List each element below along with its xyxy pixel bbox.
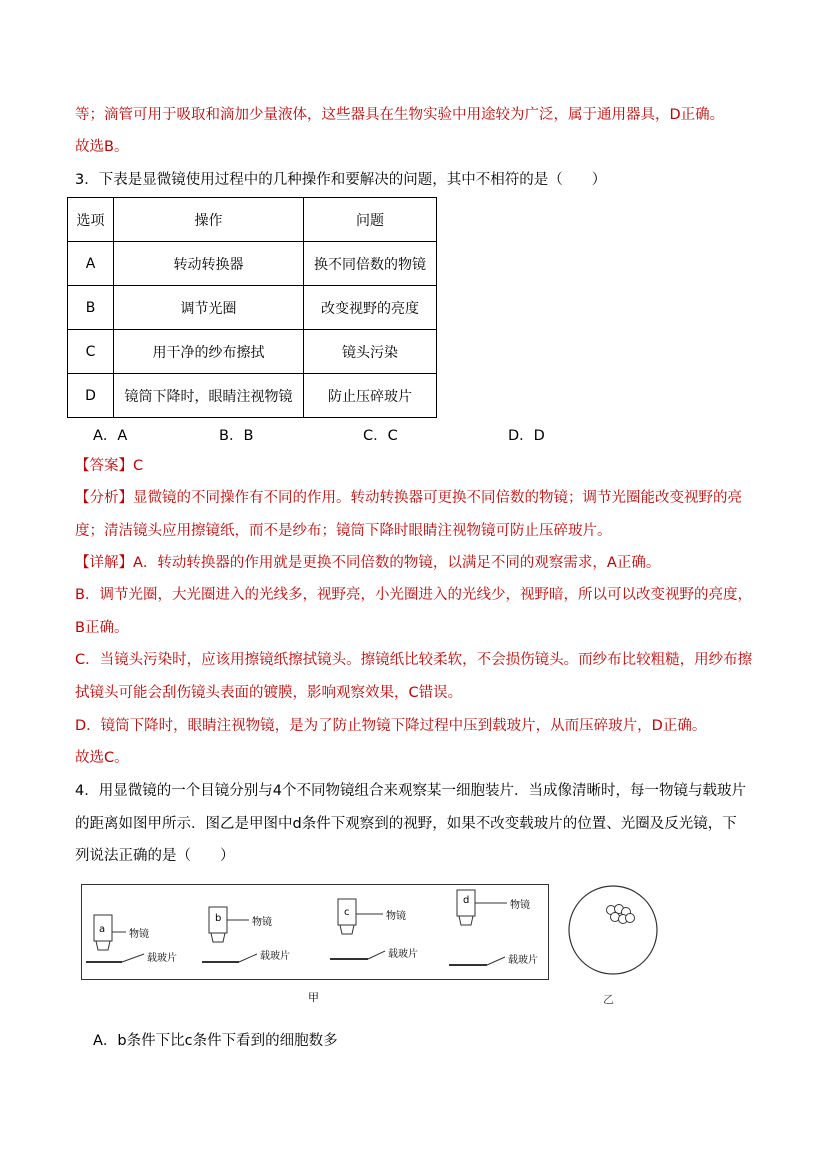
- objective-label-b: 物镜: [252, 917, 272, 928]
- option-b: B．B: [219, 428, 254, 444]
- objective-a-tip: [96, 941, 110, 950]
- slide-label-a: 载玻片: [147, 953, 177, 964]
- table-cell: 换不同倍数的物镜: [304, 242, 437, 286]
- q4-stem-line2: 的距离如图甲所示．图乙是甲图中d条件下观察到的视野，如果不改变载玻片的位置、光圈及反光镜，下: [75, 816, 737, 832]
- prev-conclusion: 故选B。: [75, 139, 129, 155]
- lens-label-b: b: [215, 913, 222, 924]
- q3-answer: 【答案】C: [75, 458, 144, 474]
- q3-stem: 3．下表是显微镜使用过程中的几种操作和要解决的问题，其中不相符的是（ ）: [75, 172, 607, 188]
- objective-b-tip: [211, 933, 225, 942]
- figure-yi-field-of-view: [567, 884, 659, 976]
- table-row: [68, 286, 437, 330]
- option-a: A．A: [93, 428, 128, 444]
- q3-detail-c: [75, 644, 755, 710]
- q4-stem-line1: 4．用显微镜的一个目镜分别与4个不同物镜组合来观察某一细胞装片．当成像清晰时，每一物镜与载玻片: [75, 783, 746, 799]
- q4-option-a: A．b条件下比c条件下看到的细胞数多: [93, 1033, 338, 1049]
- table-cell: 用干净的纱布擦拭: [114, 330, 304, 374]
- header-operation: 操作: [114, 198, 304, 242]
- analysis-text: 【分析】显微镜的不同操作有不同的作用。转动转换器可更换不同倍数的物镜；调节光圈能改变视野的亮度；清洁镜头应用擦镜纸，而不是纱布；镜筒下降时眼睛注视物镜可防止压碎玻片。: [75, 490, 742, 539]
- table-cell: D: [68, 374, 114, 418]
- q3-analysis: [75, 482, 755, 548]
- q3-table: [67, 197, 437, 418]
- objective-label-a: 物镜: [129, 929, 149, 940]
- slide-label-b: 载玻片: [260, 951, 290, 962]
- table-cell: 转动转换器: [114, 242, 304, 286]
- lens-label-c: c: [344, 907, 350, 918]
- detail-c-text: C．当镜头污染时，应该用擦镜纸擦拭镜头。擦镜纸比较柔软，不会损伤镜头。而纱布比较粗糙，用纱布擦拭镜头可能会刮伤镜头表面的镀膜，影响观察效果，C错误。: [75, 652, 753, 701]
- table-cell: A: [68, 242, 114, 286]
- q3-detail-a: 【详解】A．转动转换器的作用就是更换不同倍数的物镜，以满足不同的观察需求，A正确。: [75, 555, 661, 571]
- table-row: [68, 330, 437, 374]
- objective-d-tip: [459, 916, 473, 925]
- table-cell: 调节光圈: [114, 286, 304, 330]
- table-cell: C: [68, 330, 114, 374]
- header-problem: 问题: [304, 198, 437, 242]
- objective-c-tip: [340, 925, 354, 934]
- table-header-row: [68, 198, 437, 242]
- slide-label-c: 载玻片: [388, 949, 418, 960]
- table-cell: 镜头污染: [304, 330, 437, 374]
- table-cell: 防止压碎玻片: [304, 374, 437, 418]
- q4-stem-line3: 列说法正确的是（ ）: [75, 848, 235, 864]
- caption-yi: 乙: [603, 993, 614, 1006]
- option-c: C．C: [363, 428, 398, 444]
- slide-label-d: 载玻片: [508, 955, 538, 966]
- objective-label-d: 物镜: [510, 900, 530, 911]
- objective-label-c: 物镜: [386, 911, 406, 922]
- q3-options: [93, 424, 693, 444]
- q3-detail-d: D．镜筒下降时，眼睛注视物镜，是为了防止物镜下降过程中压到载玻片，从而压碎玻片，D正确。: [75, 718, 707, 734]
- option-d: D．D: [508, 428, 545, 444]
- q3-conclusion: 故选C。: [75, 750, 129, 766]
- figure-jia-drawing: [82, 885, 547, 978]
- table-cell: 改变视野的亮度: [304, 286, 437, 330]
- caption-jia: 甲: [308, 991, 319, 1004]
- table-row: [68, 242, 437, 286]
- table-row: [68, 374, 437, 418]
- lens-label-d: d: [463, 895, 470, 906]
- lens-label-a: a: [99, 924, 106, 935]
- header-option: 选项: [68, 198, 114, 242]
- table-cell: B: [68, 286, 114, 330]
- table-cell: 镜筒下降时，眼睛注视物镜: [114, 374, 304, 418]
- q3-detail-b: [75, 579, 755, 645]
- detail-b-text: B．调节光圈，大光圈进入的光线多，视野亮，小光圈进入的光线少，视野暗，所以可以改变视野的亮度，B正确。: [75, 587, 752, 636]
- prev-answer-line: 等；滴管可用于吸取和滴加少量液体，这些器具在生物实验中用途较为广泛，属于通用器具，D正确。: [75, 107, 725, 123]
- figure-jia: [81, 884, 549, 980]
